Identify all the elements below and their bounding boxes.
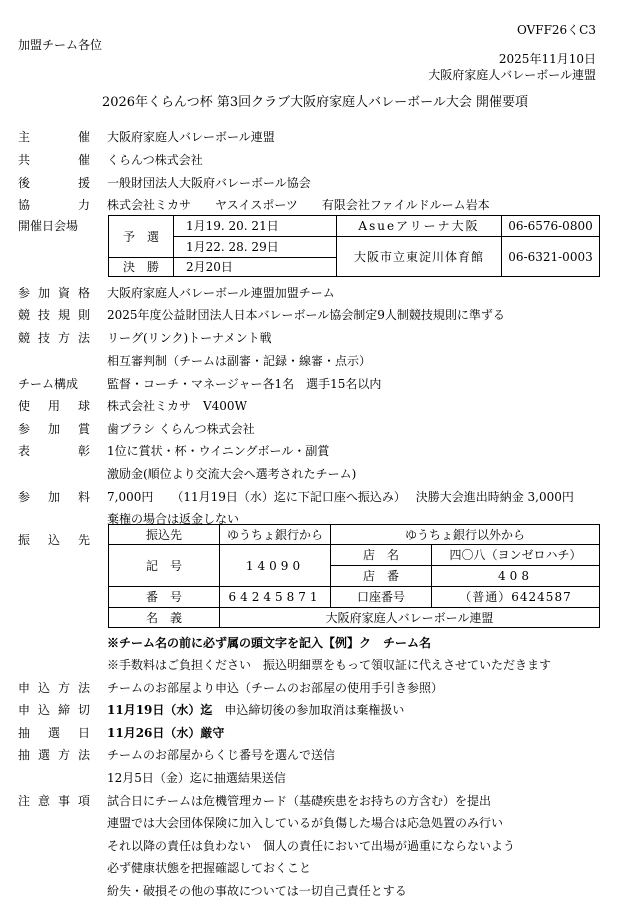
value-chusen-bi: 11月26日（水）厳守 xyxy=(107,726,225,740)
label-moshikomi: 申 込 方 法 xyxy=(18,681,90,695)
issue-date: 2025年11月10日 xyxy=(498,52,596,66)
label-kisoku: 競 技 規 則 xyxy=(18,308,90,322)
label-sanka-sho: 参 加 賞 xyxy=(18,422,90,436)
value-chusen-hoho-2: 12月5日（金）迄に抽選結果送信 xyxy=(107,771,286,785)
label-chusen-bi: 抽 選 日 xyxy=(18,726,90,740)
value-hyosho-2: 激励金(順位より交流大会へ選考されたチーム) xyxy=(107,467,357,481)
bank-h1: 振込先 xyxy=(109,525,220,545)
venue-name2: 大阪市立東淀川体育館 xyxy=(337,237,502,277)
label-chusen-hoho: 抽 選 方 法 xyxy=(18,748,90,762)
venue-kessho: 決 勝 xyxy=(109,258,174,277)
value-chusen-hoho: チームのお部屋からくじ番号を選んで送信 xyxy=(107,748,336,762)
label-venue: 開催日会場 xyxy=(18,219,79,233)
value-ball: 株式会社ミカサ V400W xyxy=(107,399,247,413)
label-hyosho: 表 彰 xyxy=(18,444,90,458)
value-ryo-2: 棄権の場合は返金しない xyxy=(107,512,240,526)
label-chui: 注 意 事 項 xyxy=(18,794,90,808)
value-chui-2: 連盟では大会団体保険に加入しているが負傷した場合は応急処置のみ行い xyxy=(107,816,504,830)
value-shimekiri xyxy=(107,704,404,716)
venue-table xyxy=(108,215,600,277)
venue-date1: 1月19. 20. 21日 xyxy=(174,216,337,237)
value-hoho: リーグ(リンク)トーナメント戦 xyxy=(107,331,272,345)
bank-meigi-label: 名 義 xyxy=(109,608,220,628)
bank-bango-label: 番 号 xyxy=(109,587,220,608)
value-chui-4: 必ず健康状態を把握確認しておくこと xyxy=(107,861,312,875)
value-moshikomi: チームのお部屋より申込（チームのお部屋の使用手引き参照） xyxy=(107,681,444,695)
label-hoho: 競 技 方 法 xyxy=(18,331,90,345)
venue-yosen: 予 選 xyxy=(109,216,174,258)
bank-bango: 64245871 xyxy=(220,587,331,608)
label-kosei: チーム構成 xyxy=(18,377,79,391)
page-title: 2026年くらんつ杯 第3回クラブ大阪府家庭人バレーボール大会 開催要項 xyxy=(101,95,529,110)
bank-kigo: 14090 xyxy=(220,545,331,587)
bank-kigo-label: 記 号 xyxy=(109,545,220,587)
value-hyosho: 1位に賞状・杯・ウイニングボール・副賞 xyxy=(107,444,330,458)
bank-h3: ゆうちょ銀行以外から xyxy=(331,525,600,545)
label-shusai: 主 催 xyxy=(18,130,90,144)
label-furikomi: 振 込 先 xyxy=(18,533,90,547)
value-kyoryoku: 株式会社ミカサ ヤスイスポーツ 有限会社ファイルドルーム岩本 xyxy=(107,198,490,212)
value-kosei: 監督・コーチ・マネージャー各1名 選手15名以内 xyxy=(107,377,382,391)
value-shimekiri-date: 11月19日（水）迄 xyxy=(107,703,213,717)
value-shusai: 大阪府家庭人バレーボール連盟 xyxy=(107,130,275,144)
value-chui-5: 紛失・破損その他の事故については一切自己責任とする xyxy=(107,884,407,898)
document-code: OVFF26くC3 xyxy=(516,23,596,37)
bank-tenban-label: 店 番 xyxy=(331,566,432,587)
note-team-prefix: ※チーム名の前に必ず属の頭文字を記入【例】ク チーム名 xyxy=(107,636,432,650)
value-hoho-2: 相互審判制（チームは副審・記録・線審・点示） xyxy=(107,354,372,368)
value-shimekiri-note: 申込締切後の参加取消は棄権扱い xyxy=(224,703,405,717)
venue-tel2: 06-6321-0003 xyxy=(502,237,600,277)
bank-table xyxy=(108,524,600,628)
label-shikaku: 参 加 資 格 xyxy=(18,286,90,300)
value-chui-1: 試合日にチームは危機管理カード（基礎疾患をお持ちの方含む）を提出 xyxy=(107,794,492,808)
venue-date2: 1月22. 28. 29日 xyxy=(174,237,337,258)
bank-tenmei: 四〇八（ヨンゼロハチ） xyxy=(432,545,600,566)
label-ryo: 参 加 料 xyxy=(18,490,90,504)
value-chui-3: それ以降の責任は負わない 個人の責任において出場が過重にならないよう xyxy=(107,839,516,853)
note-fee: ※手数料はご負担ください 振込明細票をもって領収証に代えさせていただきます xyxy=(107,658,552,672)
value-ryo: 7,000円 （11月19日（水）迄に下記口座へ振込み） 決勝大会進出時納金 3,000円 xyxy=(107,490,574,504)
venue-name1: Asueアリーナ大阪 xyxy=(337,216,502,237)
bank-koza: （普通）6424587 xyxy=(432,587,600,608)
value-kyosai: くらんつ株式会社 xyxy=(107,153,203,167)
value-shikaku: 大阪府家庭人バレーボール連盟加盟チーム xyxy=(107,286,335,300)
value-sanka-sho: 歯ブラシ くらんつ株式会社 xyxy=(107,422,255,436)
bank-koza-label: 口座番号 xyxy=(331,587,432,608)
label-ball: 使 用 球 xyxy=(18,399,90,413)
value-kisoku: 2025年度公益財団法人日本バレーボール協会制定9人制競技規則に準ずる xyxy=(107,308,505,322)
recipient: 加盟チーム各位 xyxy=(18,38,103,52)
venue-date3: 2月20日 xyxy=(174,258,337,277)
bank-tenban: 408 xyxy=(432,566,600,587)
label-kyoryoku: 協 力 xyxy=(18,198,90,212)
bank-h2: ゆうちょ銀行から xyxy=(220,525,331,545)
sender: 大阪府家庭人バレーボール連盟 xyxy=(428,68,596,82)
label-kyosai: 共 催 xyxy=(18,153,90,167)
value-koen: 一般財団法人大阪府バレーボール協会 xyxy=(107,176,311,190)
bank-meigi: 大阪府家庭人バレーボール連盟 xyxy=(220,608,600,628)
label-koen: 後 援 xyxy=(18,176,90,190)
bank-tenmei-label: 店 名 xyxy=(331,545,432,566)
label-shimekiri: 申 込 締 切 xyxy=(18,703,90,717)
venue-tel1: 06-6576-0800 xyxy=(502,216,600,237)
